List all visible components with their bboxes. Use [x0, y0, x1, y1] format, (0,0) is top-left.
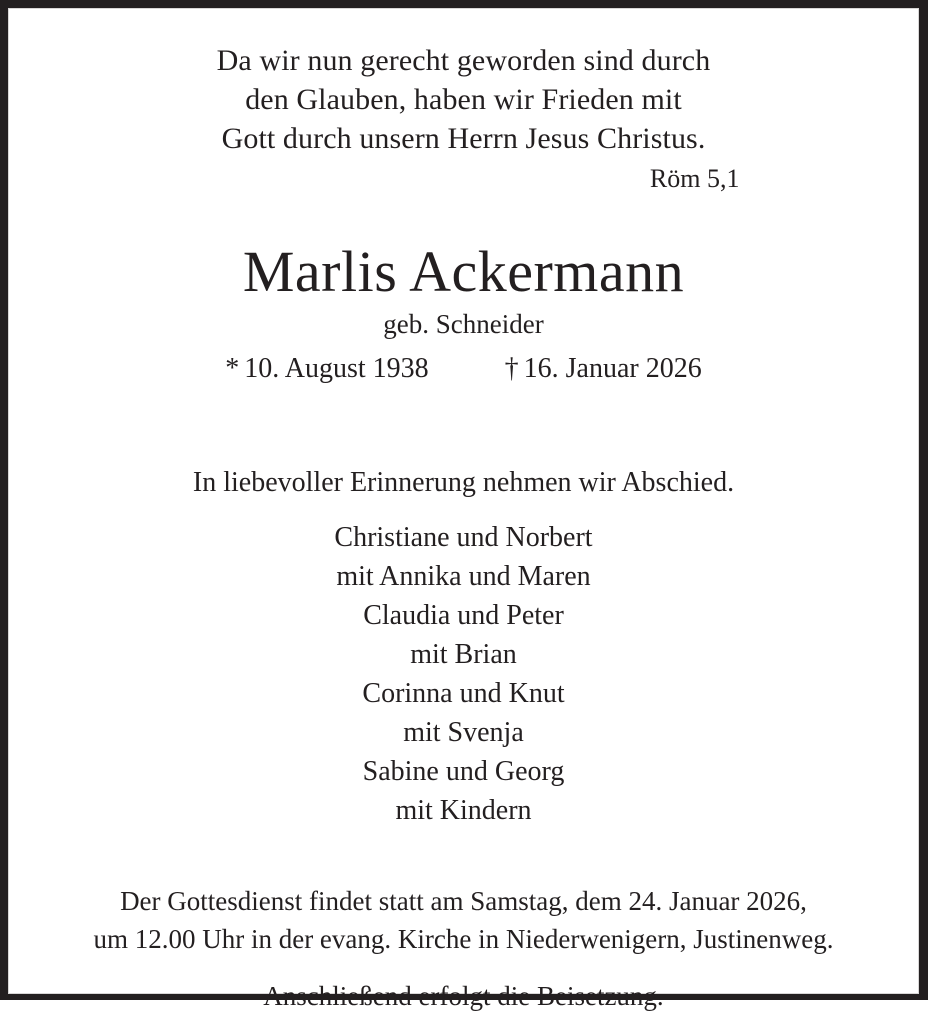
service-closing-line: Anschließend erfolgt die Beisetzung. [263, 981, 664, 1011]
birth-date-value: 10. August 1938 [244, 353, 429, 384]
maiden-name: geb. Schneider [383, 309, 544, 339]
survivor-list [39, 518, 888, 830]
birth-star-icon: * [225, 353, 240, 384]
scripture-verse-block [164, 41, 764, 198]
obituary-inner-rule [8, 8, 919, 1011]
verse-line-2: den Glauben, haben wir Frieden mit [245, 83, 682, 116]
verse-line-3: Gott durch unsern Herrn Jesus Christus. [221, 122, 706, 155]
deceased-identity-block [39, 240, 888, 388]
death-date [505, 350, 702, 388]
survivor-line: mit Kindern [395, 795, 532, 826]
obituary-notice [9, 9, 918, 1011]
death-cross-icon: † [504, 353, 519, 384]
survivor-line: mit Annika und Maren [336, 561, 591, 592]
life-dates [39, 350, 888, 388]
service-details-block [39, 882, 888, 1015]
survivor-line: Sabine und Georg [362, 756, 565, 787]
service-line-1: Der Gottesdienst findet statt am Samstag, dem 24. Januar 2026, [120, 886, 807, 916]
birth-date [225, 350, 428, 388]
survivor-line: mit Svenja [403, 717, 524, 748]
verse-line-1: Da wir nun gerecht geworden sind durch [216, 44, 711, 77]
mourning-intro: In liebevoller Erinnerung nehmen wir Abschied. [192, 467, 735, 498]
deceased-name: Marlis Ackermann [242, 239, 685, 304]
mourning-block [39, 464, 888, 830]
service-line-2: um 12.00 Uhr in der evang. Kirche in Niederwenigern, Justinenweg. [93, 924, 834, 954]
survivor-line: Claudia und Peter [363, 600, 564, 631]
verse-reference: Röm 5,1 [649, 164, 740, 193]
survivor-line: mit Brian [410, 639, 517, 670]
survivor-line: Christiane und Norbert [334, 522, 593, 553]
death-date-value: 16. Januar 2026 [523, 353, 702, 384]
survivor-line: Corinna und Knut [362, 678, 565, 709]
